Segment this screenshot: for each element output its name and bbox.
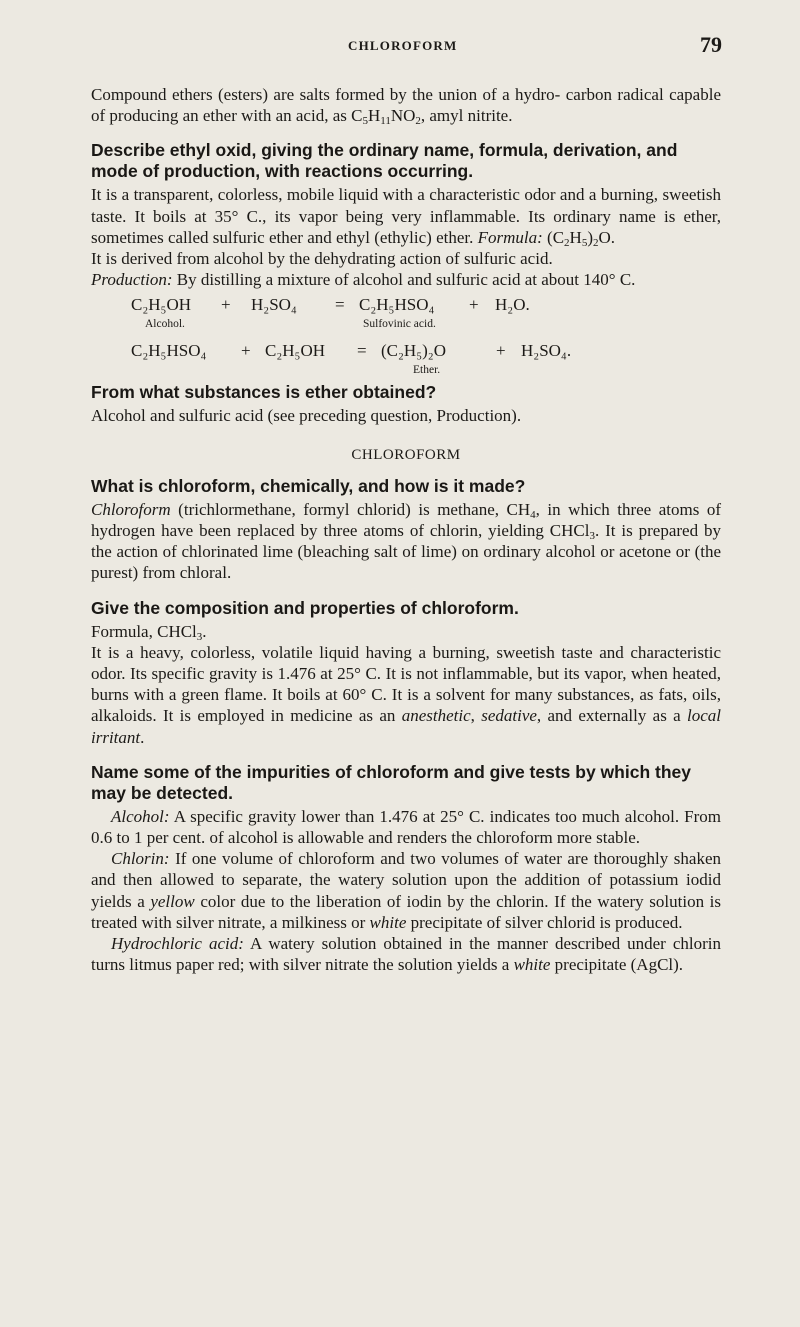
- eq1-reactant-alcohol: C₂H₅OH: [131, 295, 192, 315]
- question-ethyl-oxid-heading: Describe ethyl oxid, giving the ordinary name, formula, derivation, and mode of production, with reactions occurring.: [91, 140, 678, 182]
- section-heading-chloroform: CHLOROFORM: [351, 446, 461, 463]
- ether-source-answer: Alcohol and sulfuric acid (see preceding question, Production).: [91, 406, 522, 426]
- ethyl-oxid-production: Production: By distilling a mixture of alcohol and sulfuric acid at about 140° C.: [91, 270, 636, 290]
- eq1-product-water: H₂O.: [495, 295, 530, 315]
- question-chloroform-heading: What is chloroform, chemically, and how is it made?: [91, 475, 526, 496]
- ethyl-oxid-derivation: It is derived from alcohol by the dehydrating action of sulfuric acid.: [91, 249, 553, 269]
- chloroform-formula: Formula, CHCl$_3$.: [91, 621, 207, 643]
- eq1-plus-2: +: [469, 295, 479, 315]
- running-header: [0, 34, 800, 64]
- eq2-caption-ether: Ether.: [413, 364, 441, 377]
- page-body: [91, 84, 721, 975]
- reaction-equation-1: [91, 294, 721, 331]
- question-ether-source-heading: From what substances is ether obtained?: [91, 382, 437, 403]
- eq1-caption-sulfovinic: Sulfovinic acid.: [363, 318, 436, 331]
- eq2-product-ether: (C₂H₅)₂O: [381, 341, 446, 361]
- eq2-plus: +: [241, 341, 251, 361]
- eq1-plus: +: [221, 295, 231, 315]
- eq2-plus-2: +: [496, 341, 506, 361]
- page-number: 79: [700, 32, 722, 57]
- eq2-product-acid: H₂SO₄.: [521, 341, 572, 361]
- eq1-equals: =: [335, 295, 345, 315]
- eq1-reactant-acid: H₂SO₄: [251, 295, 297, 315]
- running-title: CHLOROFORM: [348, 38, 458, 53]
- eq2-equals: =: [357, 341, 367, 361]
- impurity-hydrochloric-acid: Hydrochloric acid: A watery solution obtained in the manner described under chlorin turns litmus paper red; with silver nitrate the solution yields a white precipitate (AgCl).: [91, 934, 721, 975]
- question-composition-heading: Give the composition and properties of chloroform.: [91, 597, 519, 618]
- impurity-alcohol: Alcohol: A specific gravity lower than 1.476 at 25° C. indicates too much alcohol. From 0.6 to 1 per cent. of alcohol is allowable and renders the chloroform more stable.: [91, 806, 721, 848]
- eq2-reactant-alcohol: C₂H₅OH: [265, 341, 326, 361]
- ethyl-oxid-description: It is a transparent, colorless, mobile liquid with a characteristic odor and a burning, sweetish taste. It boils at 35° C., its vapor being very inflammable. Its ordinary name is ether, sometimes called sulfuric ether and ethyl (ethylic) ether. Formula: $(C_2H_5)_2O$.: [91, 185, 721, 249]
- chloroform-properties: It is a heavy, colorless, volatile liquid having a burning, sweetish taste and characteristic odor. Its specific gravity is 1.476 at 25° C. It is not inflammable, but its vapor, when heated, burns with a green flame. It boils at 60° C. It is a solvent for many substances, as fats, oils, alkaloids. It is employed in medicine as an anesthetic, sedative, and externally as a local irritant.: [91, 642, 722, 747]
- eq1-caption-alcohol: Alcohol.: [145, 318, 185, 331]
- question-impurities-heading: Name some of the impurities of chloroform and give tests by which they may be detected.: [91, 761, 691, 803]
- chloroform-definition: Chloroform (trichlormethane, formyl chlorid) is methane, $CH_4$, in which three atoms of hydrogen have been replaced by three atoms of chlorin, yielding CHCl$_3$. It is prepared by the action of chlorinated lime (bleaching salt of lime) on ordinary alcohol or acetone or (the purest) from chloral.: [91, 499, 722, 583]
- impurity-chlorin: Chlorin: If one volume of chloroform and two volumes of water are thoroughly shaken and then allowed to separate, the watery solution upon the addition of potassium iodid yields a yellow color due to the liberation of iodin by the chlorin. If the watery solution is treated with silver nitrate, a milkiness or white precipitate of silver chlorid is produced.: [91, 849, 721, 932]
- eq1-product-sulfovinic: C₂H₅HSO₄: [359, 295, 435, 315]
- intro-paragraph: Compound ethers (esters) are salts formed by the union of a hydro- carbon radical capable of producing an ether with an acid, as $C_5H_{11}NO_2$, amyl nitrite.: [91, 85, 721, 128]
- eq2-reactant-sulfovinic: C₂H₅HSO₄: [131, 341, 207, 361]
- reaction-equation-2: [91, 340, 721, 377]
